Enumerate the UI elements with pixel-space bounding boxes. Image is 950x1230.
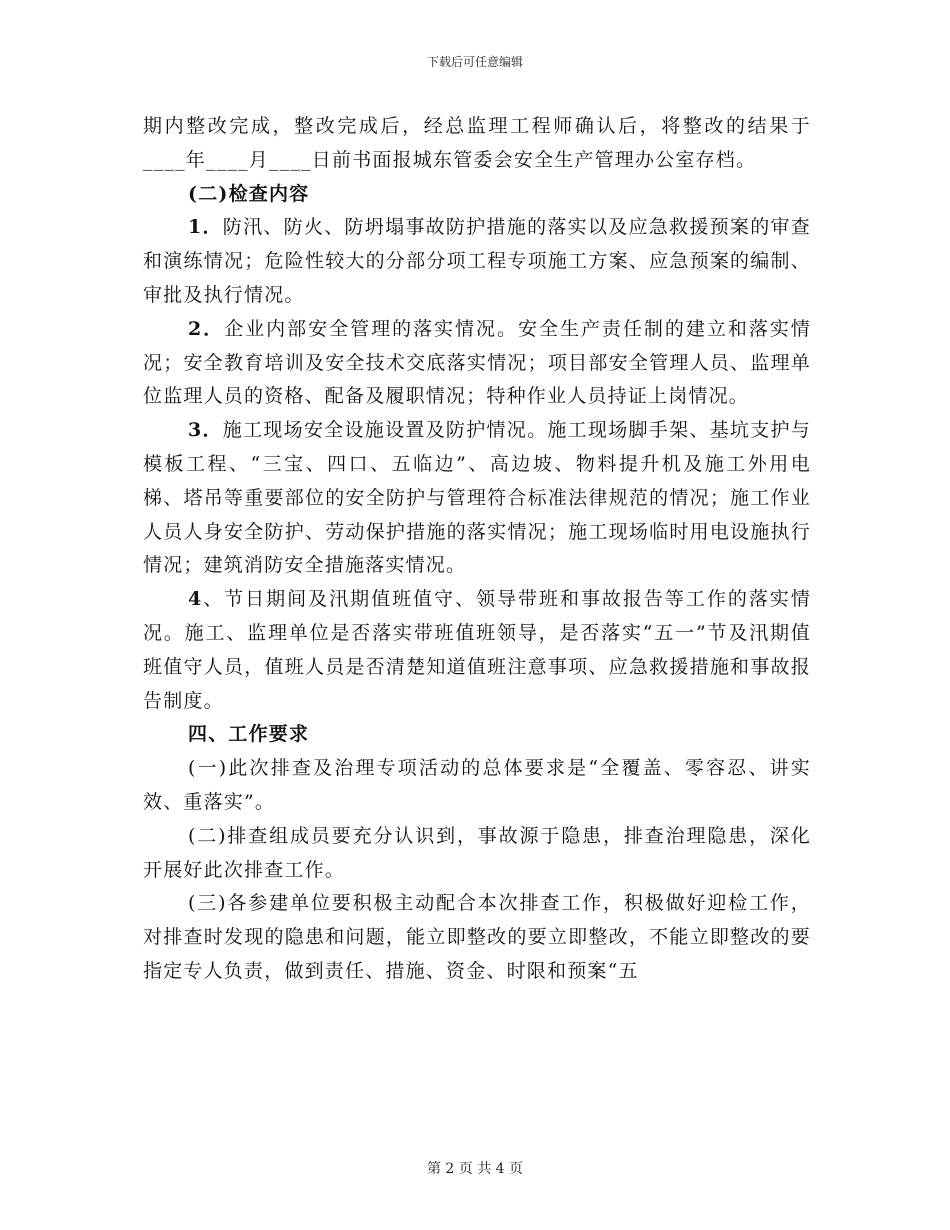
list-item-3-number: 3． xyxy=(188,419,223,442)
list-item-2-number: 2． xyxy=(188,317,225,340)
list-item-1-number: 1． xyxy=(188,216,223,239)
page-header: 下载后可任意编辑 xyxy=(426,55,523,69)
list-item-2-text: 企业内部安全管理的落实情况。安全生产责任制的建立和落实情况；安全教育培训及安全技术交底落实情况；项目部安全管理人员、监理单位监理人员的资格、配备及履职情况；特种作业人员持证上岗情况。 xyxy=(143,317,812,408)
section-heading-work-requirements: 四、工作要求 xyxy=(188,723,310,746)
list-item-1 xyxy=(143,211,811,312)
list-item-3 xyxy=(143,414,811,583)
list-item-2 xyxy=(143,313,811,414)
page-number-footer: 第 2 页 共 4 页 xyxy=(426,1161,524,1177)
list-item-3-text: 施工现场安全设施设置及防护情况。施工现场脚手架、基坑支护与模板工程、“三宝、四口、五临边”、高边坡、物料提升机及施工外用电梯、塔吊等重要部位的安全防护与管理符合标准法律规范的情况；施工作业人员人身安全防护、劳动保护措施的落实情况；施工现场临时用电设施执行情况；建筑消防安全措施落实情况。 xyxy=(143,419,811,577)
list-item-4 xyxy=(143,583,811,718)
paragraph-continuation: 期内整改完成，整改完成后，经总监理工程师确认后，将整改的结果于____年____月____日前书面报城东管委会安全生产管理办公室存档。 xyxy=(143,115,811,171)
document-body xyxy=(143,110,811,989)
list-item-4-text: 、节日期间及汛期值班值守、领导带班和事故报告等工作的落实情况。施工、监理单位是否落实带班值班领导，是否落实“五一”节及汛期值班值守人员，值班人员是否清楚知道值班注意事项、应急救援措施和事故报告制度。 xyxy=(143,588,811,712)
requirement-1: (一)此次排查及治理专项活动的总体要求是“全覆盖、零容忍、讲实效、重落实”。 xyxy=(143,757,811,813)
section-heading-inspection-content: (二)检查内容 xyxy=(188,182,310,205)
requirement-3: (三)各参建单位要积极主动配合本次排查工作，积极做好迎检工作，对排查时发现的隐患和问题，能立即整改的要立即整改，不能立即整改的要指定专人负责，做到责任、措施、资金、时限和预案“五 xyxy=(143,892,811,982)
list-item-4-number: 4 xyxy=(188,588,203,611)
list-item-1-text: 防汛、防火、防坍塌事故防护措施的落实以及应急救援预案的审查和演练情况；危险性较大的分部分项工程专项施工方案、应急预案的编制、审批及执行情况。 xyxy=(143,216,811,306)
requirement-2: (二)排查组成员要充分认识到，事故源于隐患，排查治理隐患，深化开展好此次排查工作。 xyxy=(143,824,811,881)
